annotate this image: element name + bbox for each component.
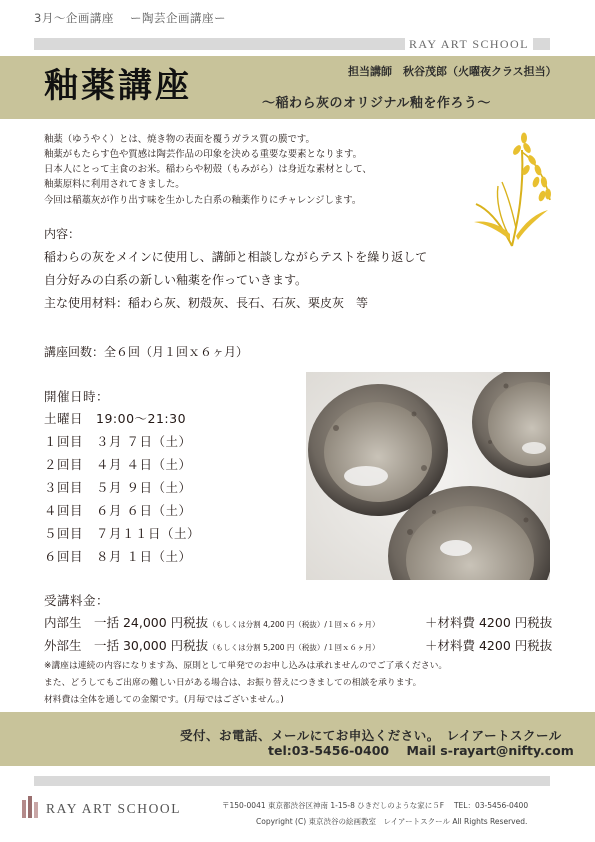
fee-external-installment: （もしくは分割 5,200 円（税抜）/１回ｘ６ヶ月） (208, 643, 380, 652)
intro-line: 釉薬がもたらす色や質感は陶芸作品の印象を決める重要な要素となります。 (44, 149, 363, 160)
schedule-time: 土曜日 19:00〜21:30 (44, 411, 187, 426)
footer-brand-name: RAY ART SCHOOL (46, 801, 182, 816)
fee-internal-materials: ＋材料費 4200 円税抜 (425, 615, 553, 630)
note-line: 材料費は全体を通しての金額です。(月毎ではございません。) (44, 695, 284, 705)
fee-external-materials: ＋材料費 4200 円税抜 (425, 638, 553, 653)
schedule-date: ５回目 ７月１１日（土） (44, 526, 201, 541)
schedule-date: ６回目 ８月 １日（土） (44, 549, 192, 564)
footer-copyright: Copyright (C) 東京渋谷の絵画教室 レイアートスクール All Rights Reserved. (256, 817, 528, 826)
note-line: また、どうしてもご出席の難しい日がある場合は、お振り替えにつきましての相談を承ります。 (44, 678, 422, 688)
rice-stalk-icon (472, 130, 554, 248)
fee-internal-installment: （もしくは分割 4,200 円（税抜）/１回ｘ６ヶ月） (208, 620, 380, 629)
glazed-ceramic-bowls-photo (306, 372, 550, 580)
note-line: ※講座は連続の内容になります為、原則として単発でのお申し込みは承れませんのでご了承ください。 (44, 661, 448, 671)
intro-line: 日本人にとって主食のお米。稲わらや籾殻（もみがら）は身近な素材として、 (44, 164, 372, 175)
header-brand-name: RAY ART SCHOOL (405, 37, 533, 51)
intro-line: 今回は稲藁灰が作り出す味を生かした白系の釉薬作りにチャレンジします。 (44, 195, 362, 206)
fee-external-main: 外部生 一括 30,000 円税抜 (44, 638, 209, 653)
schedule-date: ４回目 ６月 ６日（土） (44, 503, 192, 518)
schedule-heading: 開催日時： (44, 389, 110, 404)
content-heading: 内容： (44, 227, 81, 241)
fee-internal-main: 内部生 一括 24,000 円税抜 (44, 615, 209, 630)
page-subtitle: 〜稲わら灰のオリジナル釉を作ろう〜 (262, 96, 491, 111)
schedule-date: １回目 ３月 ７日（土） (44, 434, 192, 449)
fee-internal (44, 613, 379, 631)
session-count: 講座回数：全６回（月１回ｘ６ヶ月） (44, 345, 249, 359)
contact-tel[interactable]: tel:03-5456-0400 (268, 743, 390, 758)
page-title: 釉薬講座 (44, 66, 192, 106)
materials-line: 主な使用材料：稲わら灰、籾殻灰、長石、石灰、栗皮灰 等 (44, 296, 369, 310)
instructor-label: 担当講師 秋谷茂郎（火曜夜クラス担当） (348, 65, 557, 78)
content-line: 稲わらの灰をメインに使用し、講師と相談しながらテストを繰り返して (44, 250, 428, 264)
schedule-date: ３回目 ５月 ９日（土） (44, 480, 192, 495)
footer-divider-band (34, 776, 550, 786)
footer-address: 〒150-0041 東京都渋谷区神南 1-15-8 ひきだしのような家に５F TEL：03-5456-0400 (222, 801, 529, 810)
course-category-header: 3月〜企画講座 ー陶芸企画講座ー (34, 11, 226, 25)
fee-external (44, 636, 379, 654)
school-logo-icon (20, 796, 40, 818)
content-line: 自分好みの白系の新しい釉薬を作っていきます。 (44, 273, 308, 287)
intro-line: 釉薬原料に利用されてきました。 (44, 179, 185, 190)
contact-mail[interactable]: Mail s-rayart@nifty.com (406, 743, 574, 758)
contact-details (268, 743, 574, 758)
contact-instructions: 受付、お電話、メールにてお申込ください。 レイアートスクール (180, 728, 562, 743)
fees-heading: 受講料金： (44, 593, 110, 608)
schedule-date: ２回目 ４月 ４日（土） (44, 457, 192, 472)
intro-line: 釉薬（ゆうやく）とは、焼き物の表面を覆うガラス質の膜です。 (44, 134, 315, 145)
